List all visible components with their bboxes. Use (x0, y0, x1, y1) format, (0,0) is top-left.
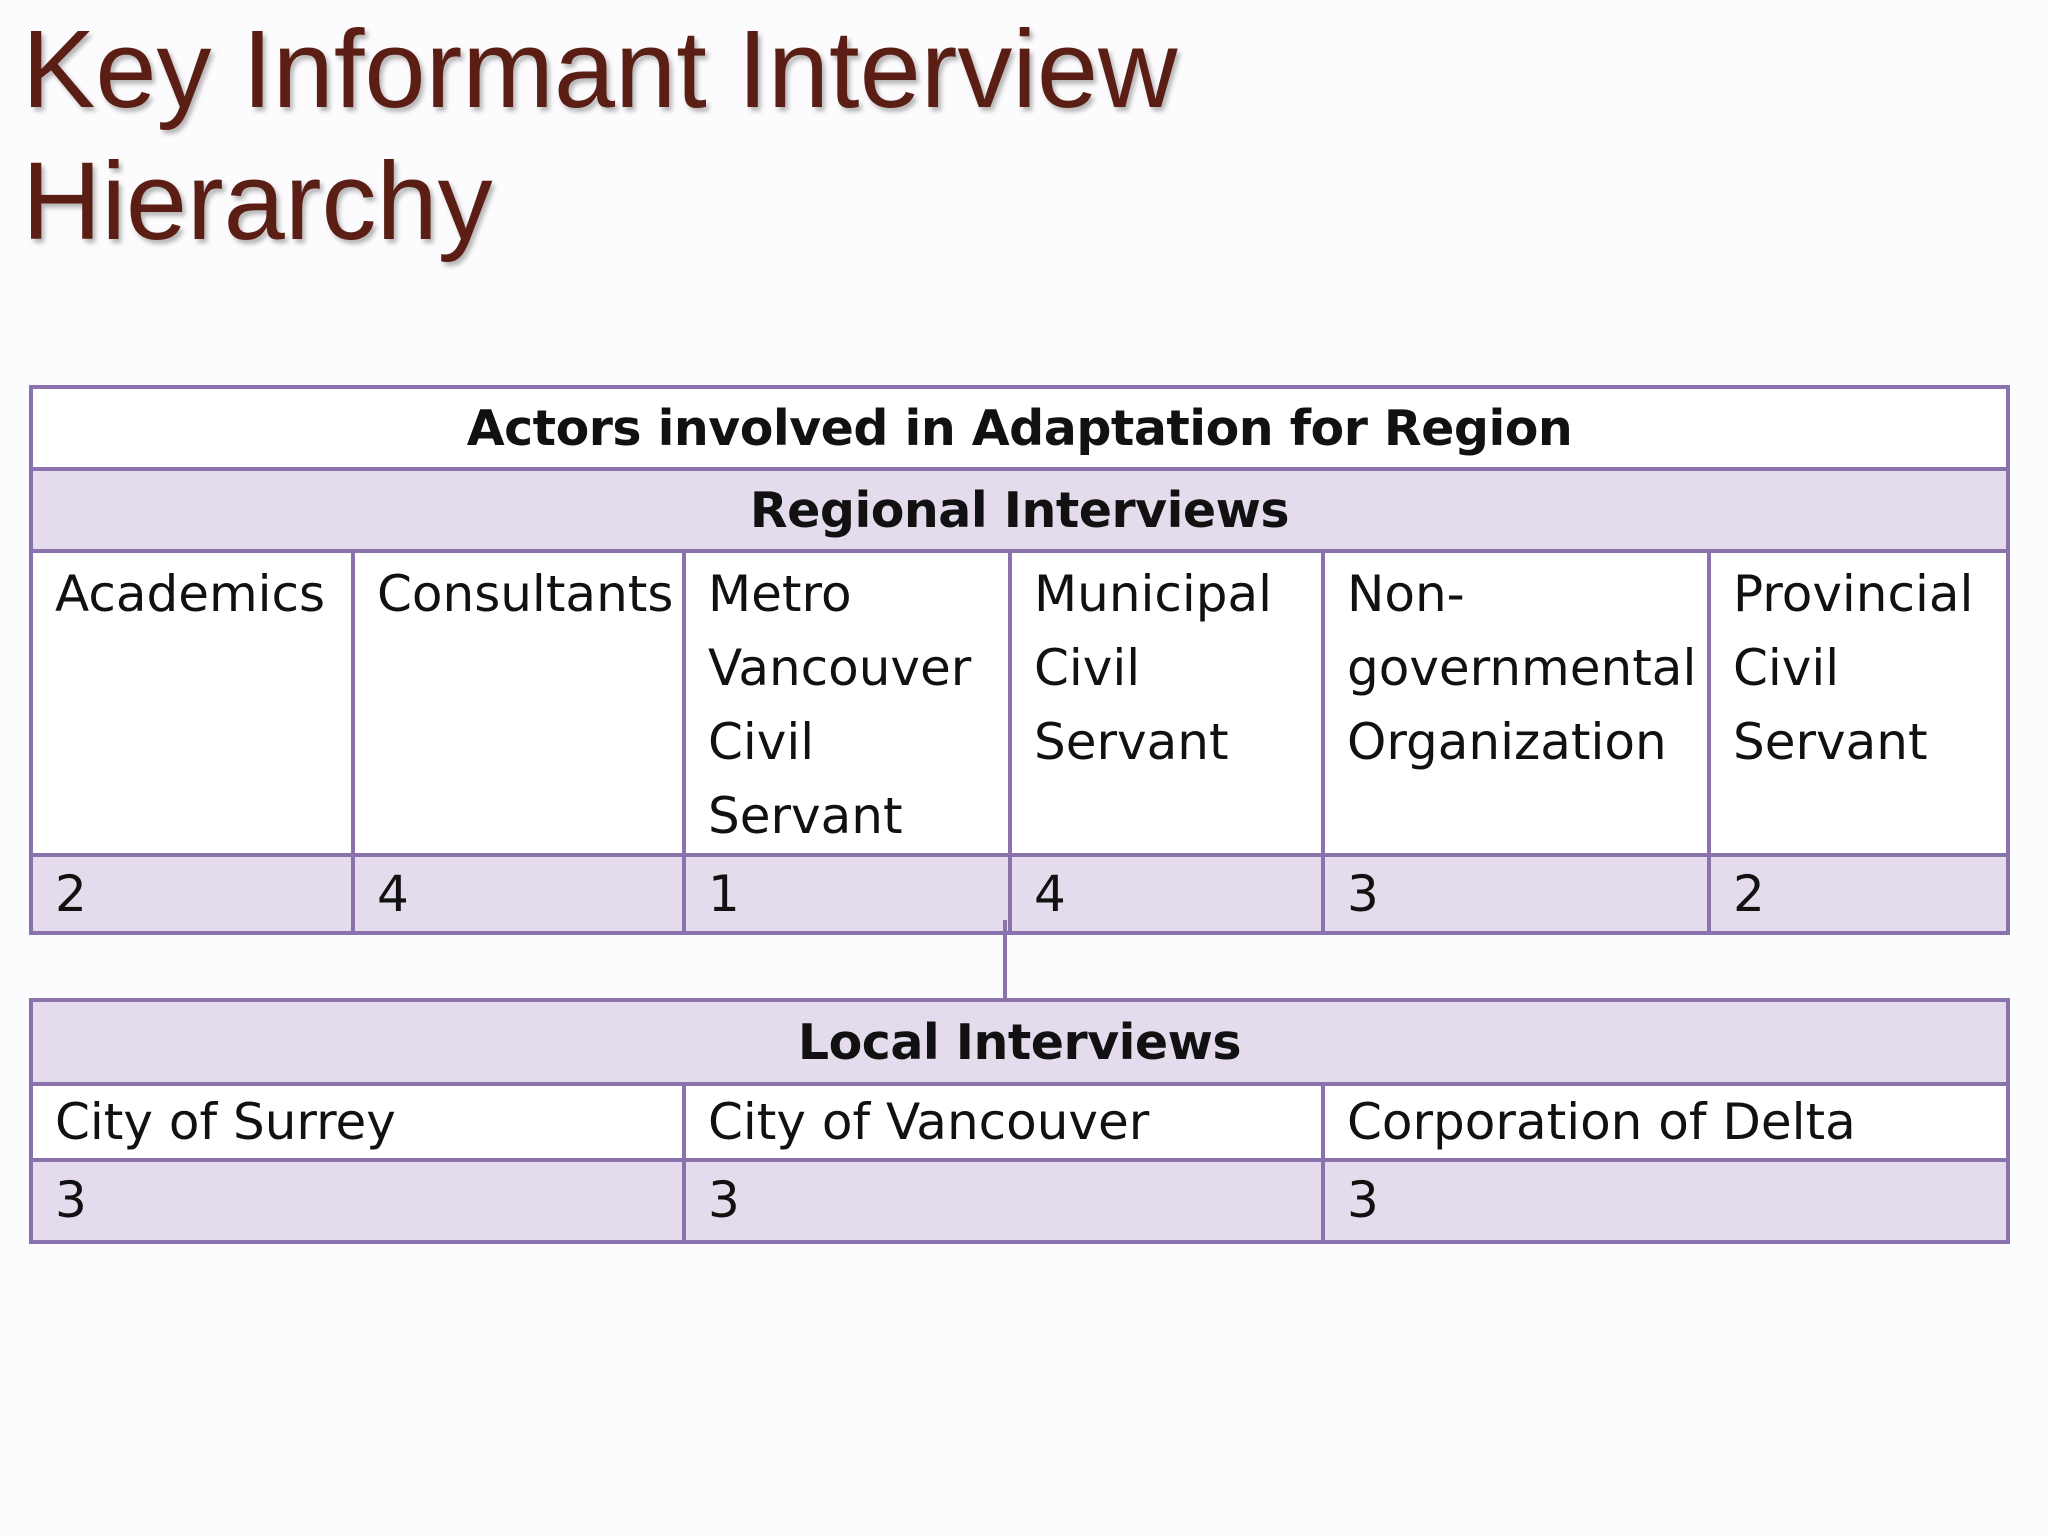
regional-interviews-table (29, 385, 2010, 935)
regional-count-ngo: 3 (1323, 855, 1709, 933)
regional-interviews-heading: Regional Interviews (31, 469, 2008, 551)
slide-title (22, 4, 1422, 268)
regional-label-consultants: Consultants (353, 551, 684, 855)
regional-label-provincial: Provincial Civil Servant (1709, 551, 2008, 855)
local-label-surrey: City of Surrey (31, 1084, 684, 1160)
local-count-vancouver: 3 (684, 1160, 1323, 1242)
local-count-surrey: 3 (31, 1160, 684, 1242)
local-interviews-heading: Local Interviews (31, 1000, 2008, 1084)
local-label-delta: Corporation of Delta (1323, 1084, 2008, 1160)
slide-title-line-1: Key Informant Interview (22, 8, 1178, 131)
regional-count-provincial: 2 (1709, 855, 2008, 933)
regional-count-metro-vancouver: 1 (684, 855, 1010, 933)
regional-count-municipal: 4 (1010, 855, 1323, 933)
slide-title-line-2: Hierarchy (22, 140, 493, 263)
regional-label-municipal: Municipal Civil Servant (1010, 551, 1323, 855)
local-interviews-table (29, 998, 2010, 1244)
regional-label-academics: Academics (31, 551, 353, 855)
table-caption: Actors involved in Adaptation for Region (31, 387, 2008, 469)
hierarchy-connector-line (1003, 920, 1007, 1000)
regional-count-consultants: 4 (353, 855, 684, 933)
regional-label-ngo: Non-governmental Organization (1323, 551, 1709, 855)
regional-label-metro-vancouver: Metro Vancouver Civil Servant (684, 551, 1010, 855)
regional-count-academics: 2 (31, 855, 353, 933)
local-label-vancouver: City of Vancouver (684, 1084, 1323, 1160)
local-count-delta: 3 (1323, 1160, 2008, 1242)
